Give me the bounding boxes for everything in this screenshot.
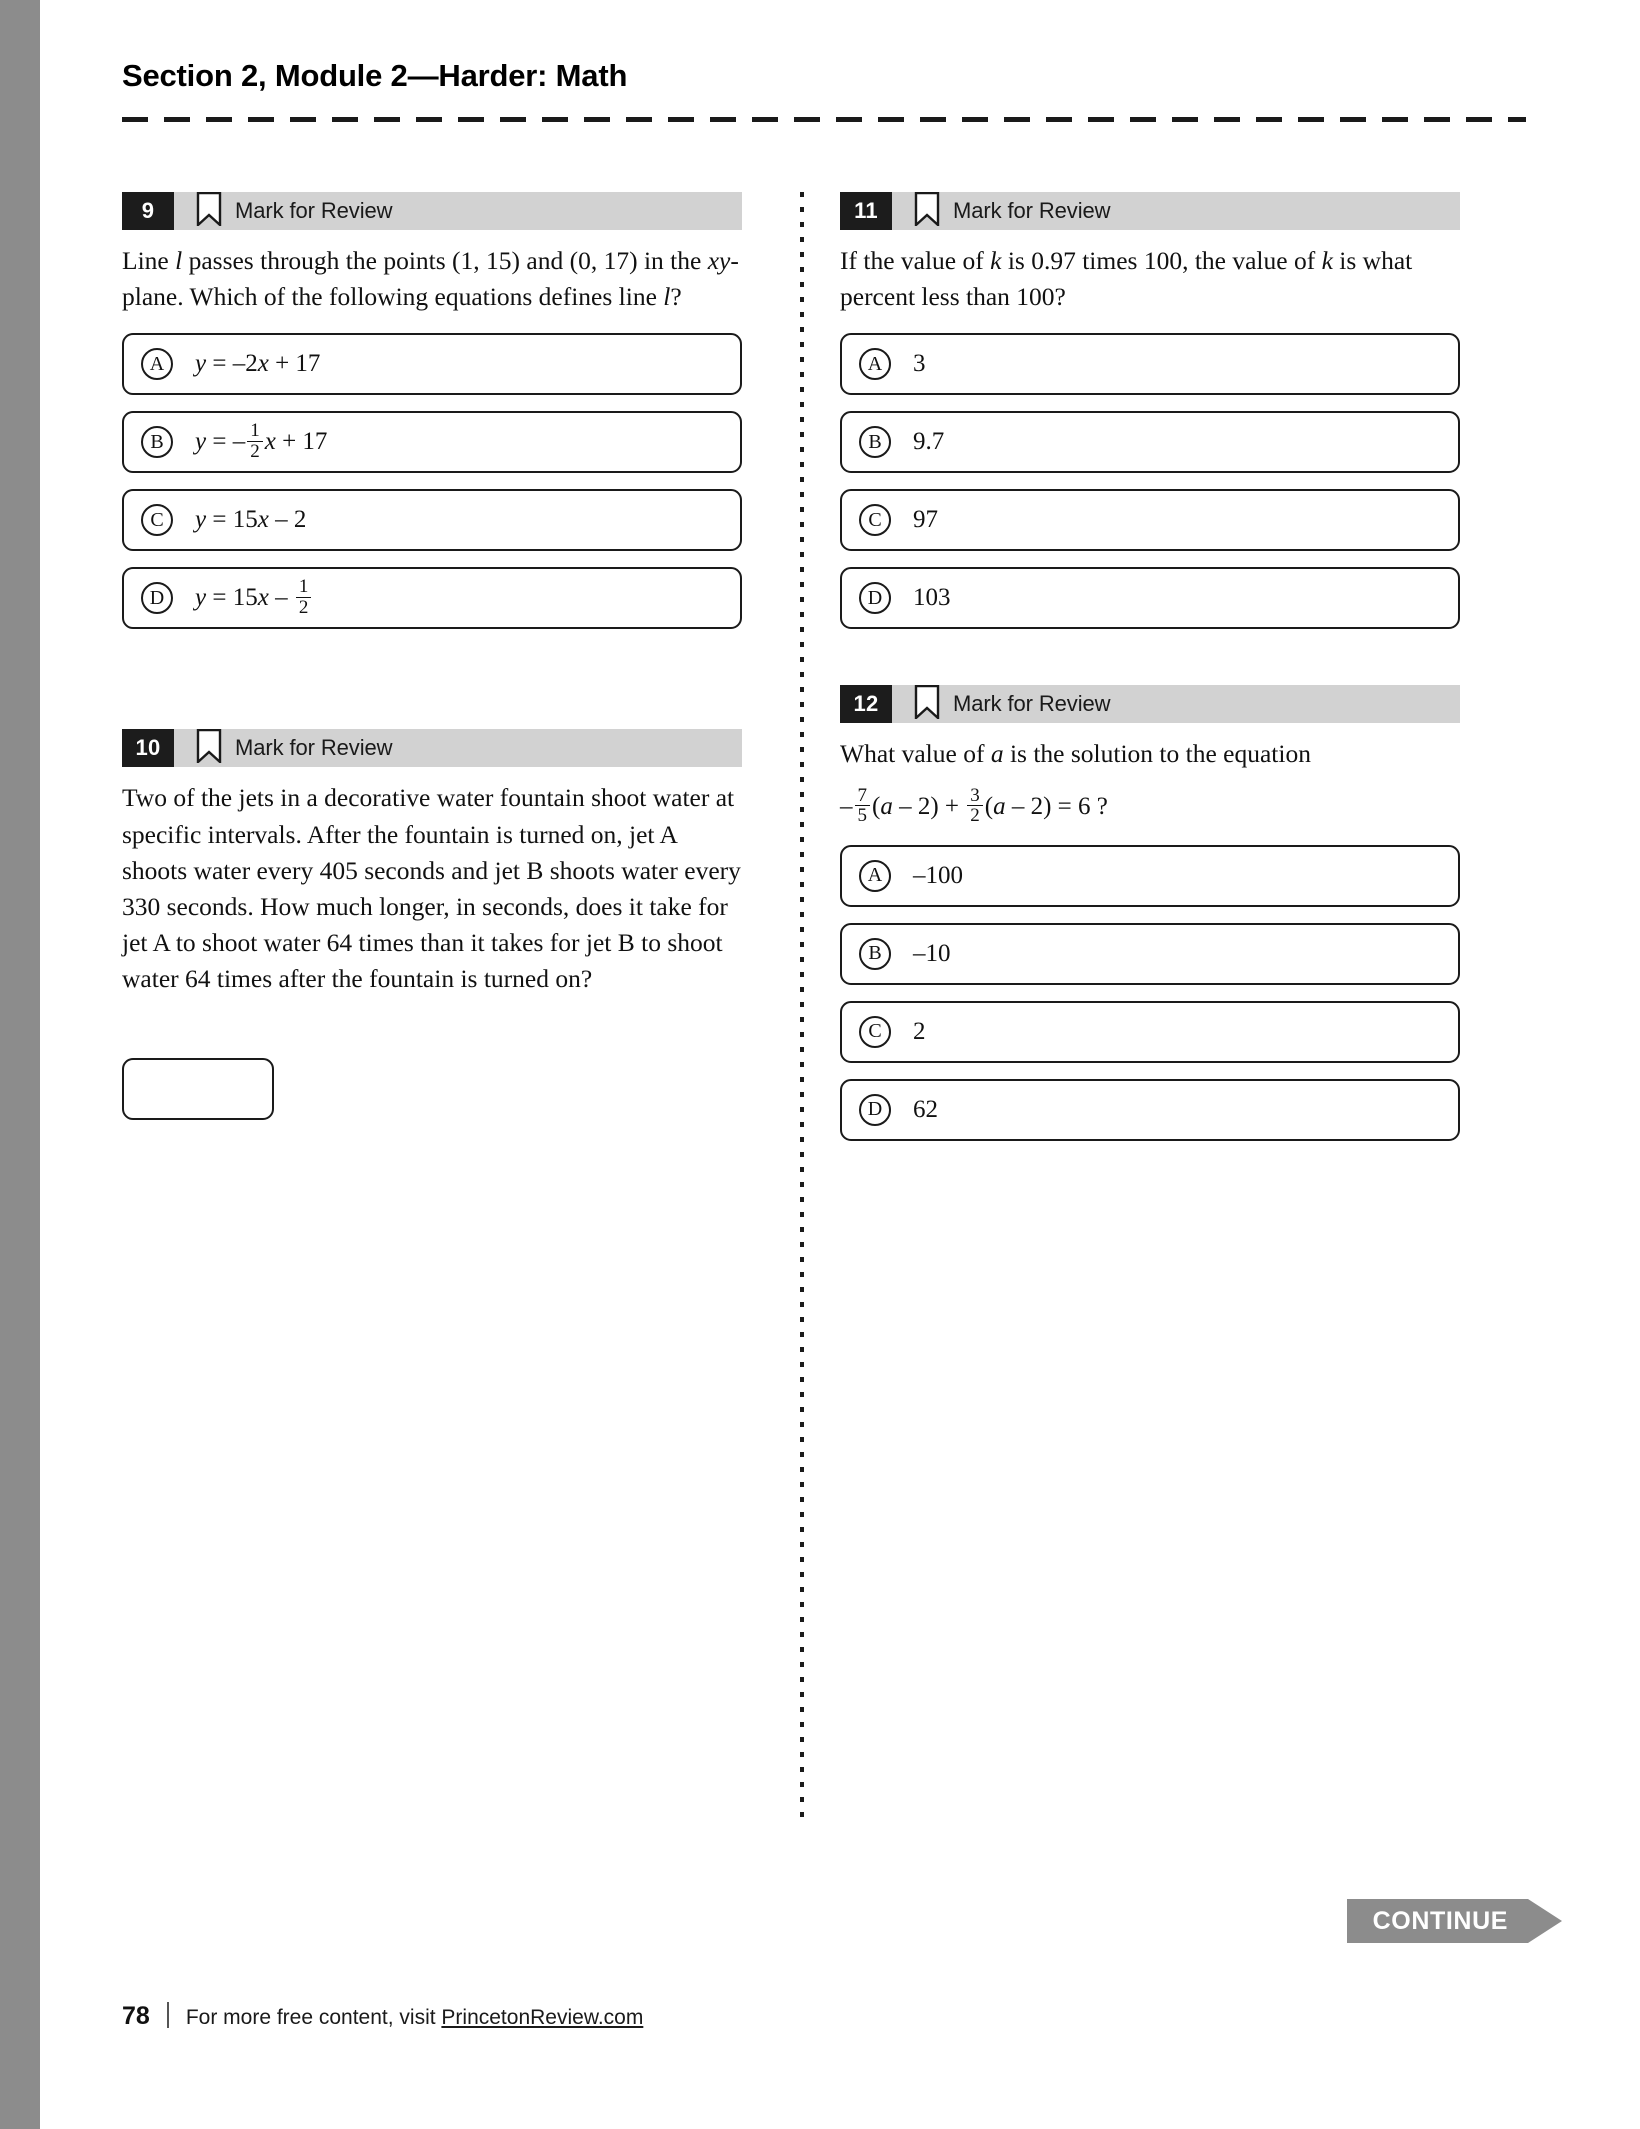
choice-letter-d: D [141, 582, 173, 614]
continue-button[interactable] [1347, 1899, 1562, 1943]
choice-a[interactable] [122, 333, 742, 395]
question-9-header [122, 192, 742, 230]
page-header [122, 58, 1562, 122]
footer-text [186, 2006, 644, 2030]
spacer [122, 645, 742, 729]
question-10-header [122, 729, 742, 767]
q9-stem-text-4: ? [670, 282, 682, 312]
right-column [840, 192, 1460, 1157]
question-12-header [840, 685, 1460, 723]
q9-variable-xy: xy [707, 246, 731, 275]
q11-variable-k: k [990, 246, 1002, 275]
spacer [840, 645, 1460, 685]
q9-variable-l-2: l [663, 282, 671, 312]
continue-label: CONTINUE [1372, 1906, 1508, 1935]
choice-d[interactable] [840, 1079, 1460, 1141]
choice-text-d: 103 [913, 584, 951, 612]
choice-letter-b: B [141, 426, 173, 458]
q11-variable-k-2: k [1321, 246, 1333, 275]
choice-text-b: y = – $\frac{1}{2}$ x + 17 [195, 420, 328, 462]
footer-text-label: For more free content, visit [185, 2006, 442, 2029]
choice-letter-d: D [859, 582, 891, 614]
choice-letter-b: B [859, 426, 891, 458]
q11-stem-text-2: is 0.97 times 100, the value of [1001, 246, 1322, 275]
footer-divider [167, 2002, 169, 2028]
bookmark-icon[interactable] [196, 192, 222, 231]
choice-text-a: –100 [913, 861, 963, 889]
choice-letter-a: A [859, 348, 891, 380]
choice-c[interactable] [840, 489, 1460, 551]
question-9 [122, 192, 742, 629]
choice-text-d: y = 15 x – $\frac{1}{2}$ [195, 578, 313, 618]
question-12-stem [840, 736, 1460, 772]
choice-text-c: y = 15 x – 2 [195, 506, 307, 534]
page-content [40, 0, 1640, 2129]
bookmark-icon[interactable] [196, 729, 222, 768]
mark-for-review-label: Mark for Review [235, 735, 393, 761]
question-10-stem: Two of the jets in a decorative water fountain shoot water at specific intervals. After the fountain is turned on, jet A shoots water every 405 seconds and jet B shoots water every 330 seconds. How much longer, in seconds, does it take for jet A to shoot water 64 times than it takes for jet B to shoot water 64 times after the fountain is turned on? [122, 783, 741, 994]
question-10-number: 10 [122, 729, 174, 767]
question-12-equation: – $\frac{7}{5}$ ( a – 2) + $\frac{3}{2}$ ( a – 2) = 6 ? [840, 784, 1108, 827]
q9-stem-text-3: -plane. Which of the following equations defines line [122, 246, 739, 312]
student-response-box[interactable] [122, 1058, 274, 1120]
continue-body [1347, 1899, 1528, 1943]
choice-letter-c: C [859, 1016, 891, 1048]
question-11-number: 11 [840, 192, 892, 230]
question-columns [40, 192, 1640, 1872]
question-9-choices [122, 333, 742, 629]
question-12-choices [840, 845, 1460, 1141]
column-divider [800, 192, 804, 1817]
page-title: Section 2, Module 2—Harder: Math [122, 58, 628, 93]
choice-text-a: y = –2 x + 17 [195, 350, 321, 378]
bookmark-icon[interactable] [914, 192, 940, 231]
question-12-number: 12 [840, 685, 892, 723]
question-11-header [840, 192, 1460, 230]
q11-stem-text-1: If the value of [840, 246, 991, 275]
choice-text-a: 3 [913, 350, 926, 378]
mark-for-review-label: Mark for Review [235, 198, 393, 223]
choice-a[interactable] [840, 333, 1460, 395]
q9-variable-l: l [175, 246, 183, 275]
choice-a[interactable] [840, 845, 1460, 907]
bookmark-icon[interactable] [914, 685, 940, 724]
choice-text-c: 97 [913, 506, 938, 534]
choice-letter-d: D [859, 1094, 891, 1126]
question-11-stem [840, 243, 1460, 315]
q12-variable-a: a [990, 739, 1004, 769]
mark-for-review-label: Mark for Review [953, 691, 1111, 717]
choice-d[interactable] [840, 567, 1460, 629]
choice-text-b: 9.7 [913, 428, 945, 456]
choice-letter-c: C [859, 504, 891, 536]
footer-link[interactable]: PrincetonReview.com [441, 2006, 644, 2029]
arrow-right-icon [1528, 1899, 1562, 1943]
choice-text-d: 62 [913, 1095, 938, 1123]
question-12 [840, 685, 1460, 1140]
q9-stem-text-1: Line [122, 246, 176, 275]
header-dashed-rule [122, 117, 1526, 122]
choice-text-c: 2 [913, 1017, 926, 1045]
choice-letter-b: B [859, 938, 891, 970]
left-column [122, 192, 742, 1120]
choice-c[interactable] [840, 1001, 1460, 1063]
choice-d[interactable] [122, 567, 742, 629]
choice-c[interactable] [122, 489, 742, 551]
question-11-choices [840, 333, 1460, 629]
question-10 [122, 729, 742, 1119]
choice-text-b: –10 [913, 939, 951, 967]
choice-b[interactable] [840, 923, 1460, 985]
q9-stem-text-2: passes through the points (1, 15) and (0, 17) in the [182, 246, 708, 275]
choice-letter-a: A [859, 860, 891, 892]
choice-letter-c: C [141, 504, 173, 536]
choice-letter-a: A [141, 348, 173, 380]
choice-b[interactable] [122, 411, 742, 473]
page-footer [122, 1998, 643, 2031]
q12-stem-text-1: What value of [840, 739, 991, 769]
mark-for-review-label: Mark for Review [953, 198, 1111, 223]
question-9-number: 9 [122, 192, 174, 230]
q11-stem-text-3: is what percent less than 100? [840, 246, 1413, 312]
question-9-stem [122, 243, 742, 315]
q12-stem-text-2: is the solution to the equation [1003, 739, 1311, 769]
choice-b[interactable] [840, 411, 1460, 473]
question-11 [840, 192, 1460, 629]
left-margin-bar [0, 0, 40, 2129]
footer-page-number: 78 [122, 2002, 150, 2030]
